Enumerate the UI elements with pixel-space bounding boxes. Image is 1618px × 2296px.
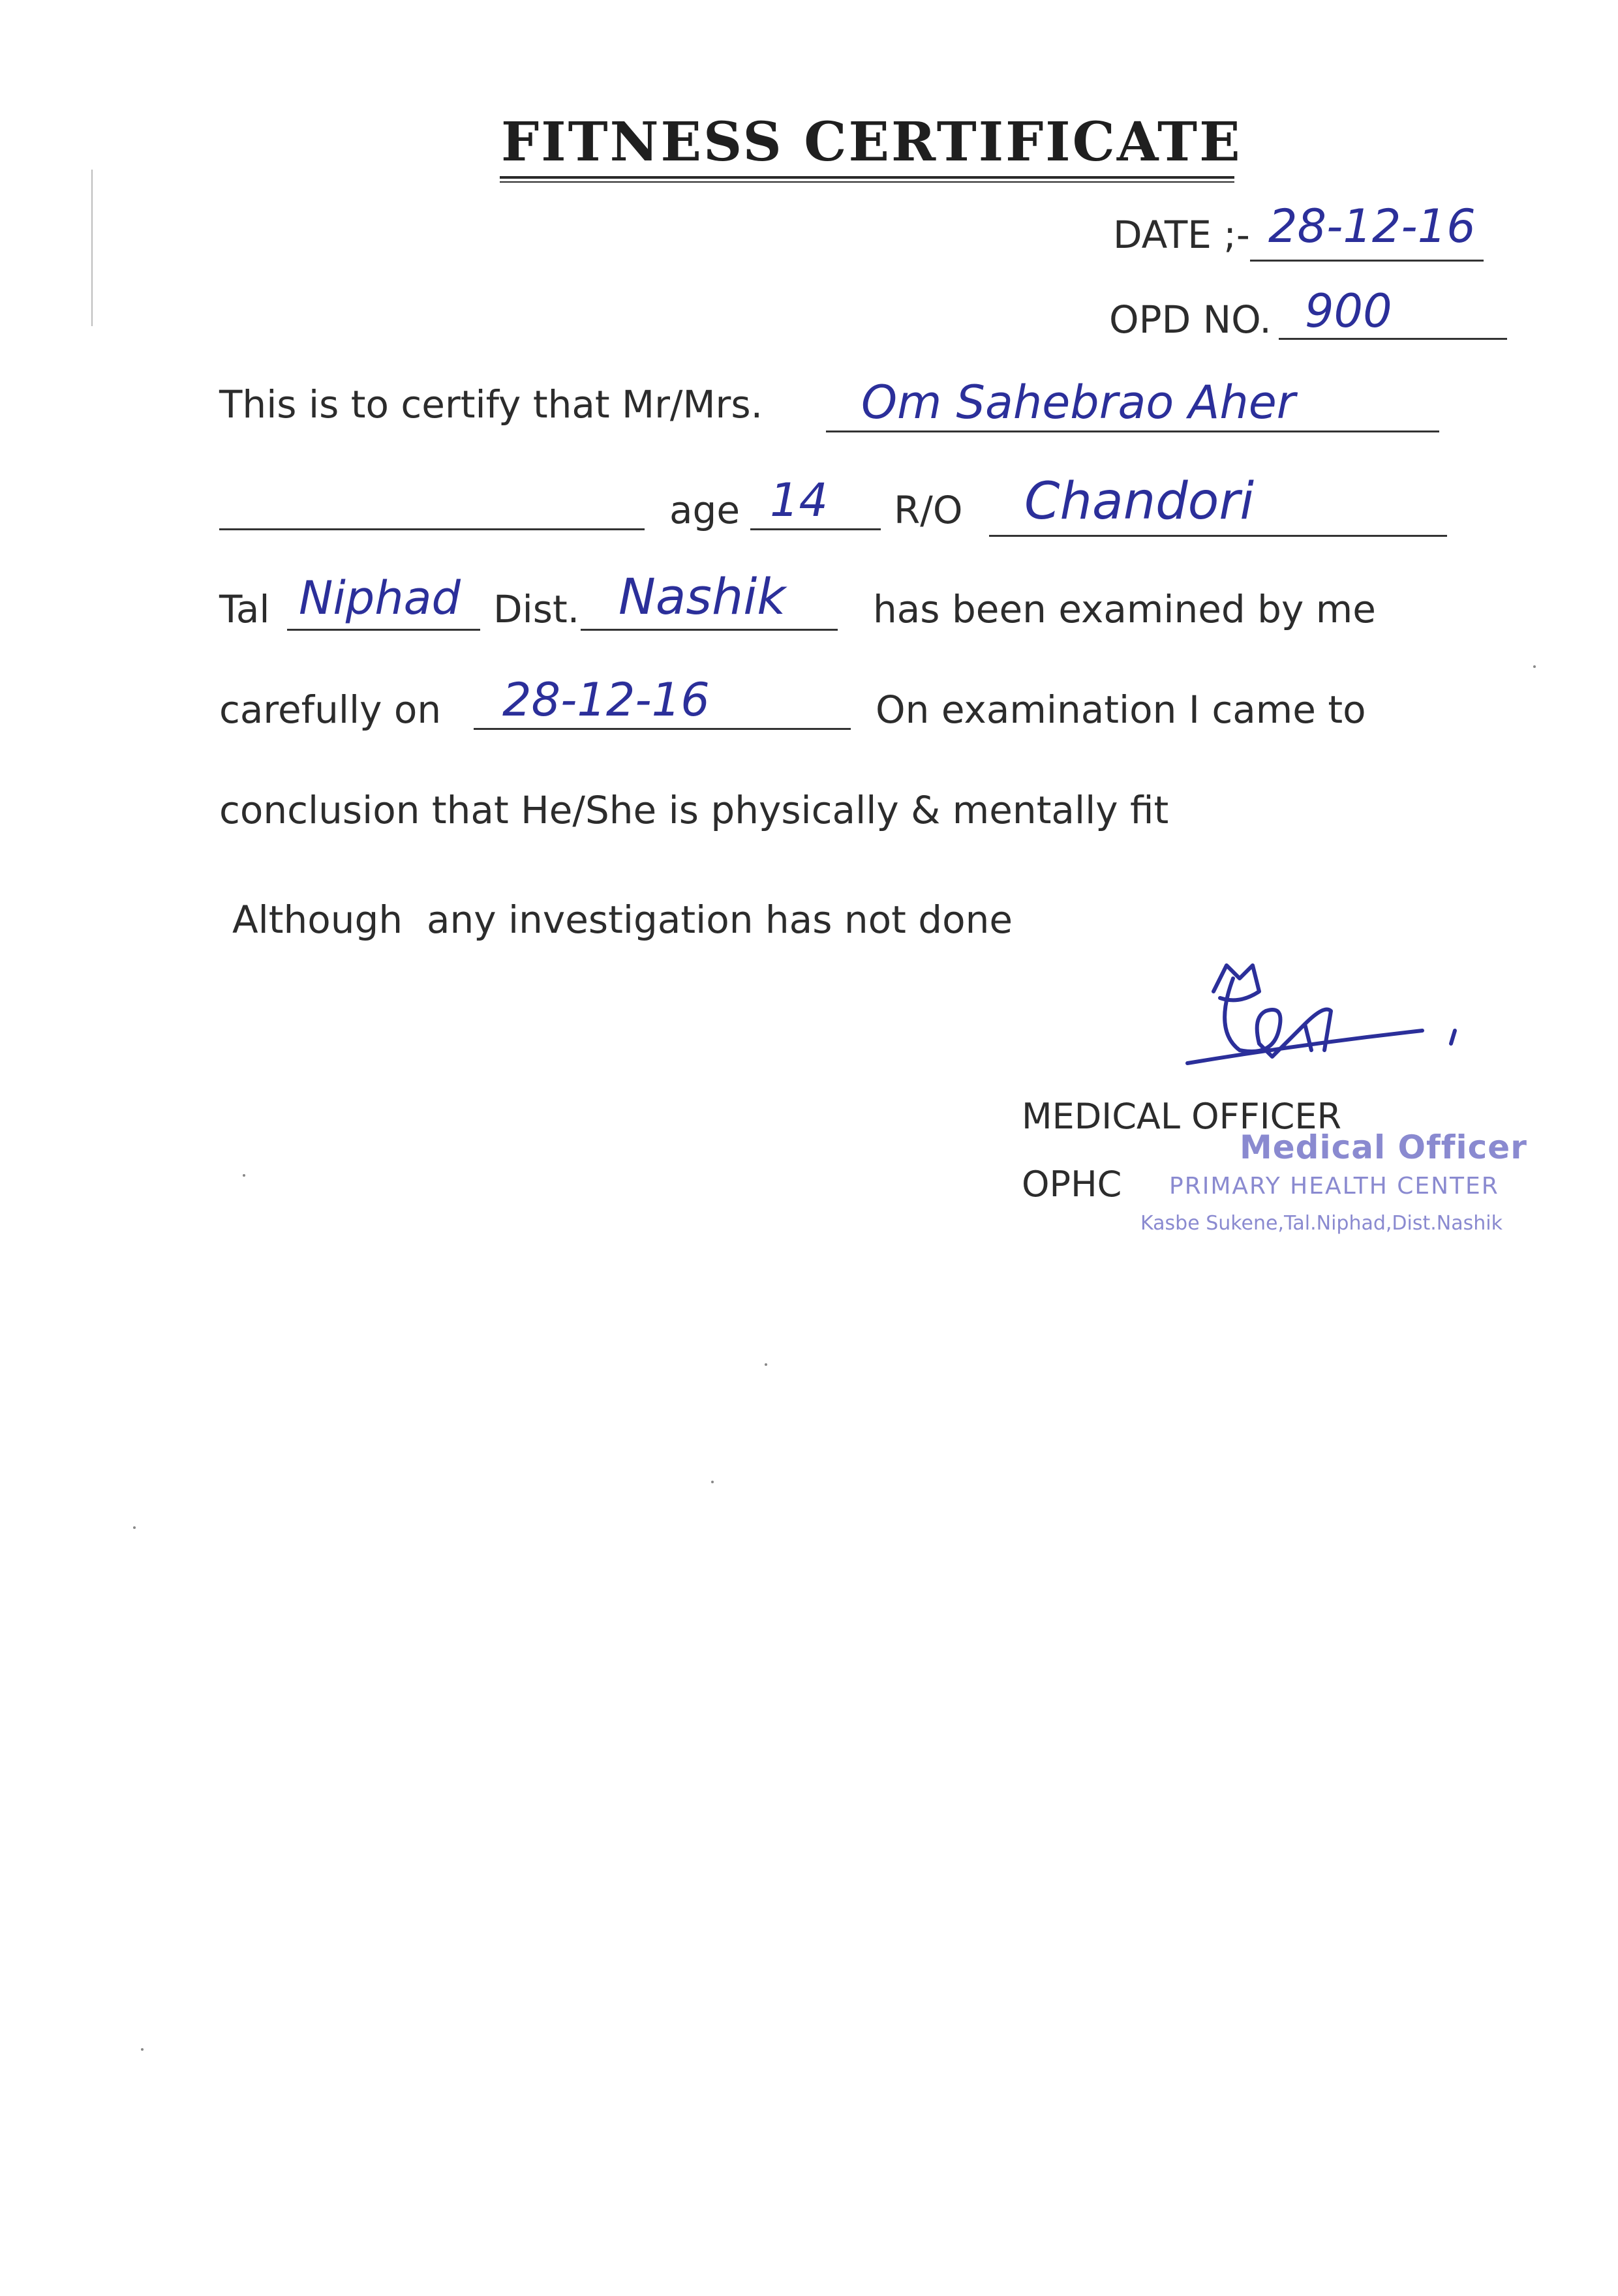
scan-speck (243, 1174, 245, 1177)
investigation-note: Although any investigation has not done (232, 898, 1013, 942)
dist-line (581, 629, 838, 631)
date-value: 28-12-16 (1268, 200, 1476, 253)
stamp-line-officer: Medical Officer (1240, 1128, 1527, 1166)
scan-speck (141, 2048, 144, 2051)
date-line (1250, 260, 1484, 262)
certificate-title: FITNESS CERTIFICATE (501, 111, 1242, 174)
careful-suffix: On examination I came to (876, 687, 1366, 732)
dist-value: Nashik (618, 567, 786, 626)
ro-value: Chandori (1024, 472, 1255, 531)
tal-label: Tal (219, 587, 270, 631)
patient-name: Om Sahebrao Aher (861, 376, 1296, 429)
opd-label: OPD NO. (1109, 297, 1272, 342)
age-value: 14 (770, 474, 829, 527)
opd-line (1279, 338, 1507, 340)
stamp-line-address: Kasbe Sukene,Tal.Niphad,Dist.Nashik (1140, 1212, 1503, 1235)
opd-value: 900 (1305, 284, 1392, 338)
certify-prefix: This is to certify that Mr/Mrs. (219, 382, 763, 427)
carefully-label: carefully on (219, 687, 442, 732)
age-label: age (669, 488, 740, 532)
name-line (826, 430, 1439, 432)
title-underline (500, 176, 1234, 179)
tal-value: Niphad (299, 571, 461, 625)
ro-label: R/O (894, 488, 963, 532)
age-line (750, 528, 881, 530)
tal-line (287, 629, 480, 631)
scan-speck (711, 1481, 714, 1483)
scan-speck (133, 1526, 136, 1529)
medical-officer-title: MEDICAL OFFICER (1022, 1096, 1342, 1137)
scan-speck (1533, 665, 1536, 668)
examined-suffix: has been examined by me (873, 587, 1376, 631)
scan-edge-mark (91, 170, 93, 326)
dist-label: Dist. (493, 587, 580, 631)
ophc-label: OPHC (1022, 1164, 1122, 1205)
conclusion-text: conclusion that He/She is physically & mentally fit (219, 788, 1169, 832)
title-underline-second (500, 181, 1234, 183)
stamp-line-center: PRIMARY HEALTH CENTER (1169, 1173, 1499, 1200)
examination-date: 28-12-16 (502, 673, 710, 727)
signature-mark (1174, 952, 1474, 1083)
date-label: DATE ;- (1113, 213, 1250, 257)
examination-date-line (474, 728, 851, 730)
name-continuation-line (219, 528, 645, 530)
scan-speck (765, 1363, 767, 1366)
ro-line (989, 535, 1447, 537)
